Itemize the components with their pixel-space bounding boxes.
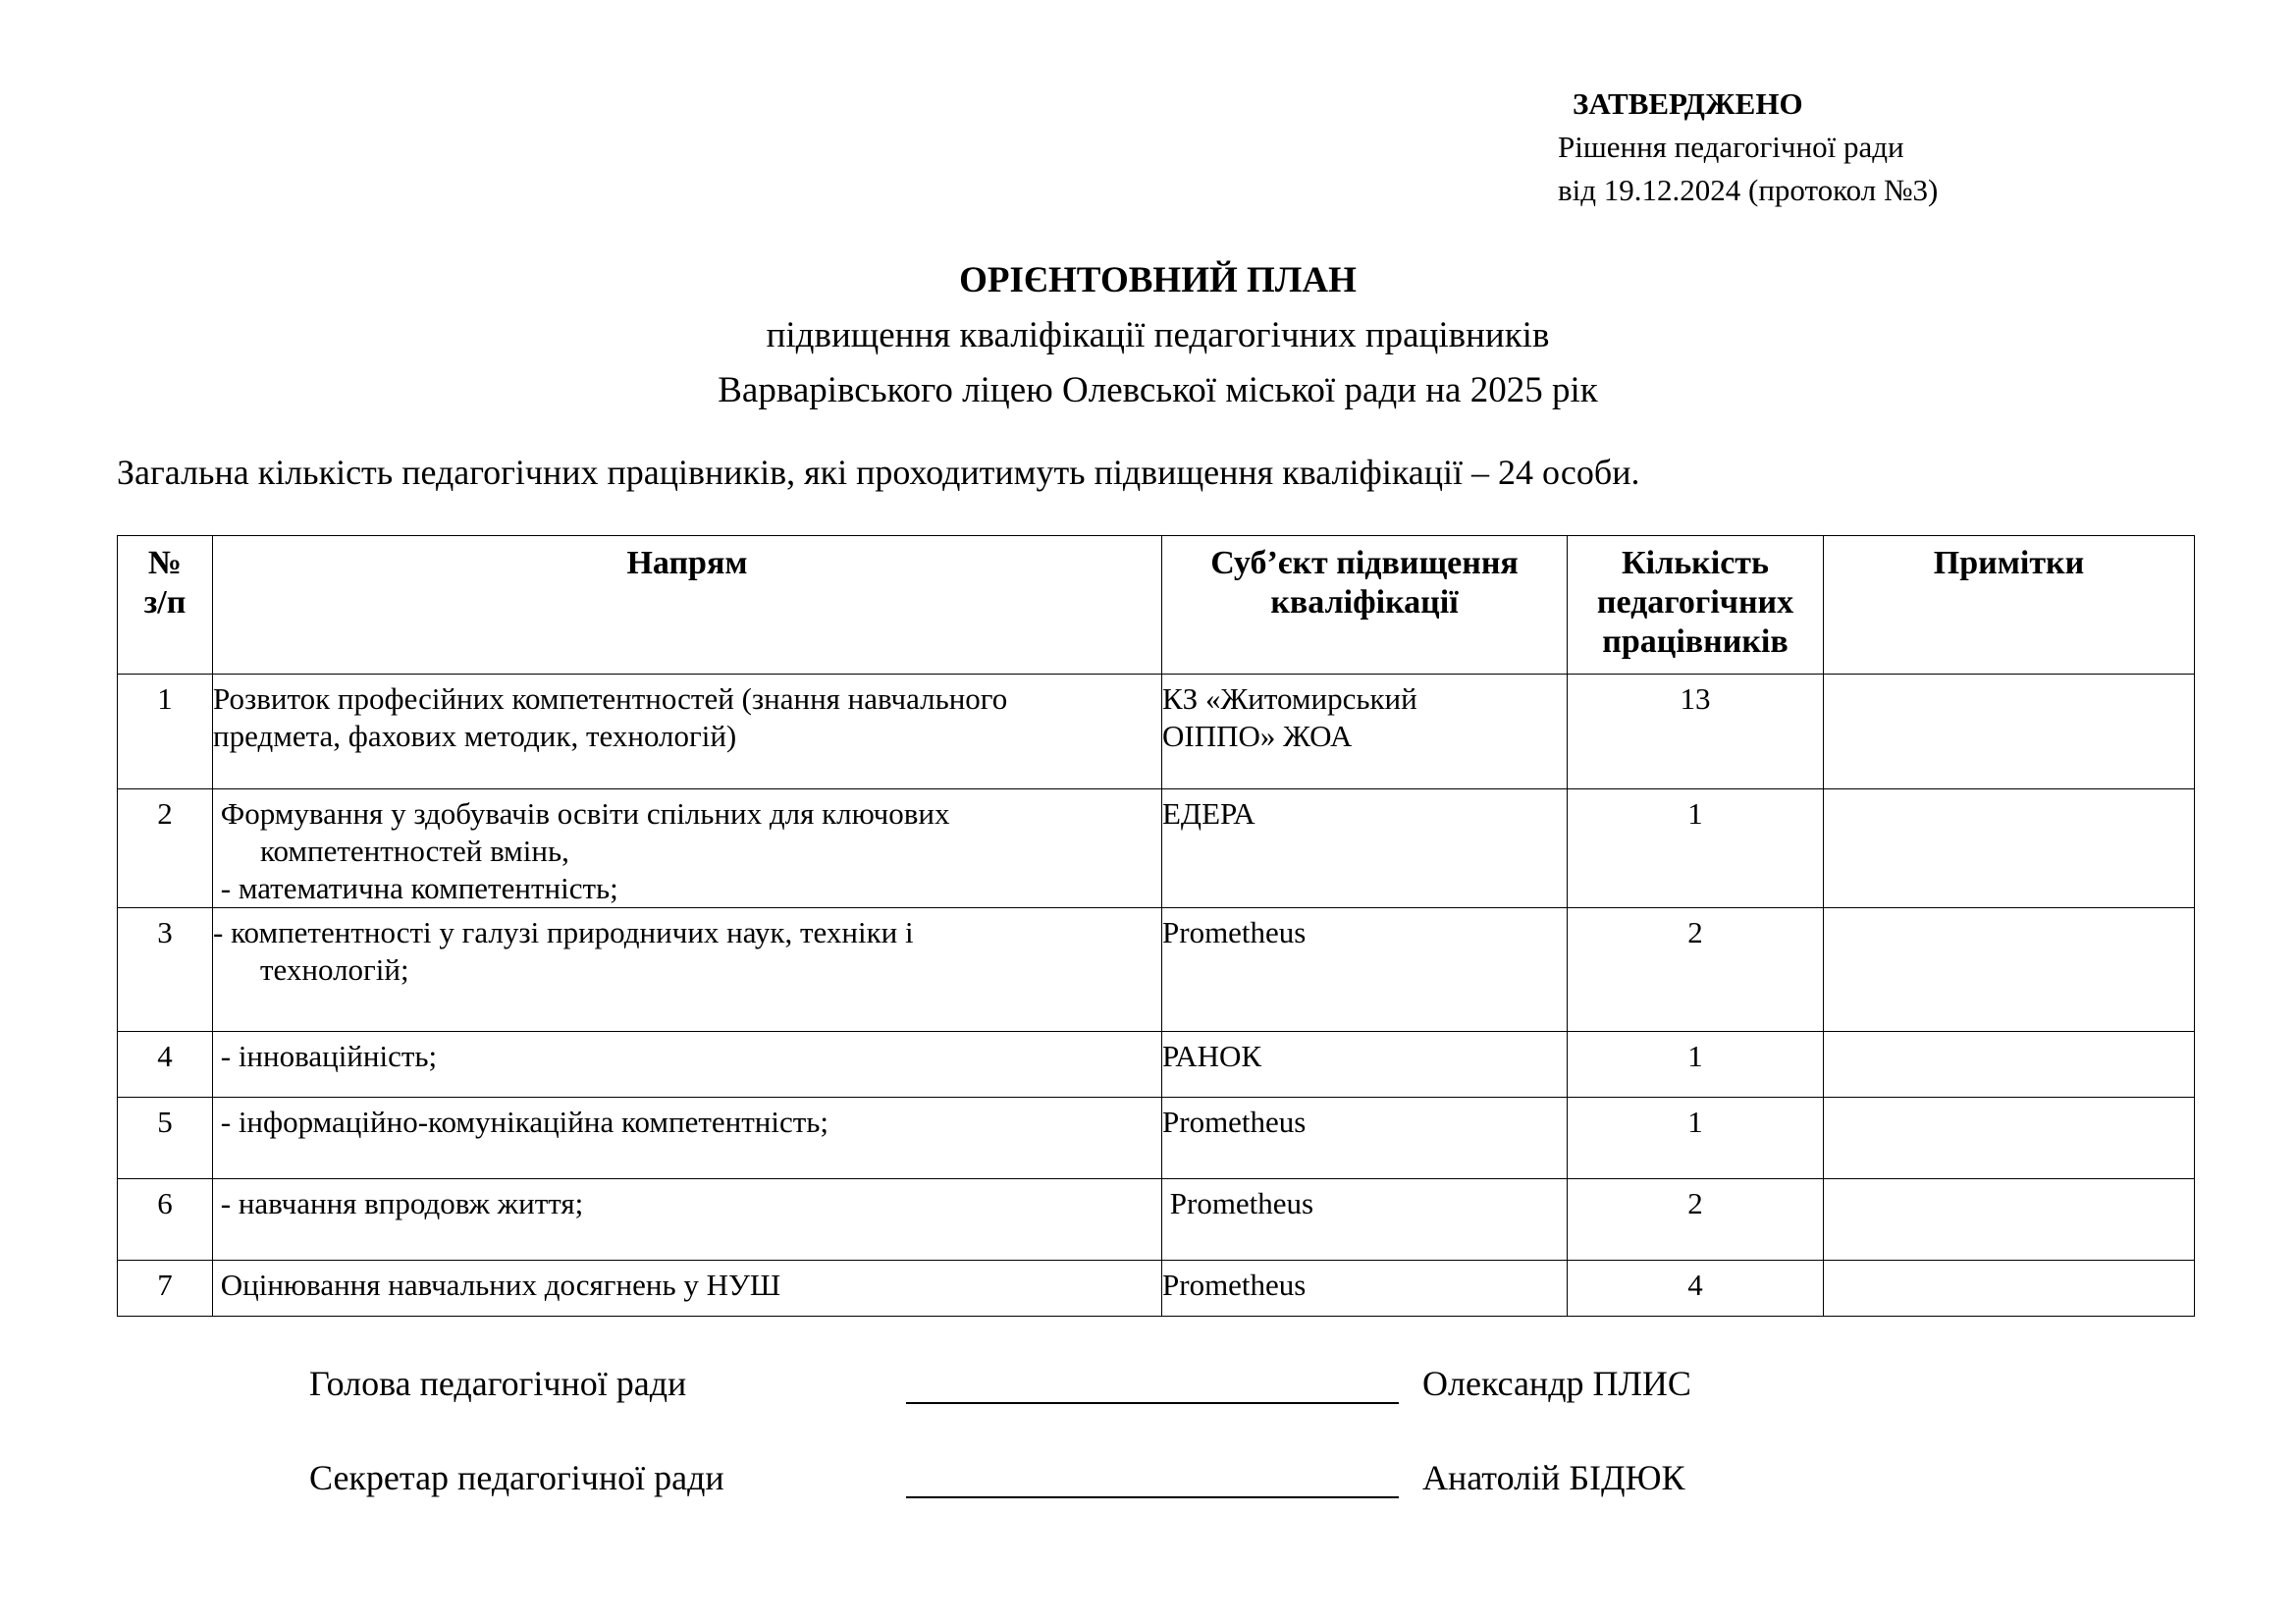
approval-decision: Рішення педагогічної ради: [1558, 130, 1904, 164]
header-num-line: з/п: [143, 584, 187, 621]
row-count: 2: [1568, 908, 1824, 1032]
table-row: [118, 1179, 2195, 1261]
row-notes: [1824, 1032, 2195, 1098]
row-count: 4: [1568, 1261, 1824, 1317]
table-row: [118, 908, 2195, 1032]
direction-line: компетентностей вмінь,: [260, 834, 569, 868]
signature-row-secretary: [0, 1457, 2296, 1516]
header-subject: [1162, 536, 1568, 675]
direction-line: предмета, фахових методик, технологій): [213, 719, 737, 753]
row-subject: [1162, 1032, 1568, 1098]
row-direction: [213, 1032, 1162, 1098]
header-num-line: №: [147, 545, 183, 581]
subject-line: ЕДЕРА: [1162, 796, 1255, 831]
header-num: [118, 536, 213, 675]
row-num: 5: [118, 1098, 213, 1179]
header-count-line: працівників: [1602, 623, 1789, 660]
approval-date: від 19.12.2024 (протокол №3): [1558, 173, 1939, 207]
document-title: ОРІЄНТОВНИЙ ПЛАН: [959, 260, 1357, 300]
plan-table: [117, 535, 2195, 1317]
subject-line: РАНОК: [1162, 1039, 1262, 1073]
header-subject-line: кваліфікації: [1270, 584, 1459, 621]
document-subtitle-1: підвищення кваліфікації педагогічних працівників: [766, 315, 1550, 355]
row-num: 7: [118, 1261, 213, 1317]
table-row: [118, 1098, 2195, 1179]
subject-line: Prometheus: [1162, 1268, 1307, 1302]
direction-line: технологій;: [260, 952, 409, 987]
row-count: 13: [1568, 675, 1824, 789]
table-row: [118, 675, 2195, 789]
header-count-line: Кількість: [1622, 545, 1769, 581]
header-count-line: педагогічних: [1596, 584, 1794, 621]
table-header-row: [118, 536, 2195, 675]
signature-role: Голова педагогічної ради: [309, 1364, 687, 1403]
direction-line: - інноваційність;: [213, 1039, 438, 1073]
document-heading: [0, 253, 2296, 418]
row-notes: [1824, 789, 2195, 908]
direction-line: - інформаційно-комунікаційна компетентність;: [213, 1105, 829, 1139]
row-subject: [1162, 1098, 1568, 1179]
row-direction: [213, 1098, 1162, 1179]
subject-line: Prometheus: [1162, 915, 1307, 949]
row-notes: [1824, 1098, 2195, 1179]
row-count: 1: [1568, 1032, 1824, 1098]
direction-line: Формування у здобувачів освіти спільних для ключових: [213, 796, 950, 831]
row-subject: [1162, 1179, 1568, 1261]
signature-name: Олександр ПЛИС: [1422, 1364, 1691, 1403]
header-subject-line: Суб’єкт підвищення: [1210, 545, 1519, 581]
signature-row-head: [0, 1363, 2296, 1422]
approval-title: ЗАТВЕРДЖЕНО: [1573, 86, 1803, 121]
subject-line: Prometheus: [1162, 1105, 1307, 1139]
signature-line: [906, 1496, 1399, 1498]
row-direction: [213, 908, 1162, 1032]
table-row: [118, 1261, 2195, 1317]
row-direction: [213, 675, 1162, 789]
row-direction: [213, 1261, 1162, 1317]
subject-line: Prometheus: [1162, 1186, 1314, 1220]
row-subject: [1162, 1261, 1568, 1317]
row-notes: [1824, 1261, 2195, 1317]
signature-name: Анатолій БІДЮК: [1422, 1458, 1685, 1497]
table-row: [118, 789, 2195, 908]
subject-line: ОІППО» ЖОА: [1162, 719, 1353, 753]
row-direction: [213, 789, 1162, 908]
header-notes: Примітки: [1824, 536, 2195, 675]
row-subject: [1162, 789, 1568, 908]
approval-stamp: [1558, 82, 1938, 212]
row-num: 4: [118, 1032, 213, 1098]
row-num: 1: [118, 675, 213, 789]
header-count: [1568, 536, 1824, 675]
table-row: [118, 1032, 2195, 1098]
summary-text: Загальна кількість педагогічних працівників, які проходитимуть підвищення кваліфікації – 24 особи.: [117, 453, 1640, 492]
row-count: 1: [1568, 789, 1824, 908]
subject-line: КЗ «Житомирський: [1162, 681, 1417, 716]
row-num: 2: [118, 789, 213, 908]
row-subject: [1162, 908, 1568, 1032]
row-count: 2: [1568, 1179, 1824, 1261]
header-direction: Напрям: [213, 536, 1162, 675]
direction-line: - компетентності у галузі природничих наук, техніки і: [213, 915, 914, 949]
row-subject: [1162, 675, 1568, 789]
direction-line: Оцінювання навчальних досягнень у НУШ: [213, 1268, 781, 1302]
row-notes: [1824, 908, 2195, 1032]
signature-line: [906, 1402, 1399, 1404]
row-direction: [213, 1179, 1162, 1261]
direction-line: - математична компетентність;: [213, 871, 618, 905]
direction-line: - навчання впродовж життя;: [213, 1186, 584, 1220]
row-count: 1: [1568, 1098, 1824, 1179]
direction-line: Розвиток професійних компетентностей (знання навчального: [213, 681, 1008, 716]
row-notes: [1824, 675, 2195, 789]
row-notes: [1824, 1179, 2195, 1261]
row-num: 6: [118, 1179, 213, 1261]
row-num: 3: [118, 908, 213, 1032]
document-subtitle-2: Варварівського ліцею Олевської міської ради на 2025 рік: [718, 370, 1598, 410]
signature-role: Секретар педагогічної ради: [309, 1458, 724, 1497]
